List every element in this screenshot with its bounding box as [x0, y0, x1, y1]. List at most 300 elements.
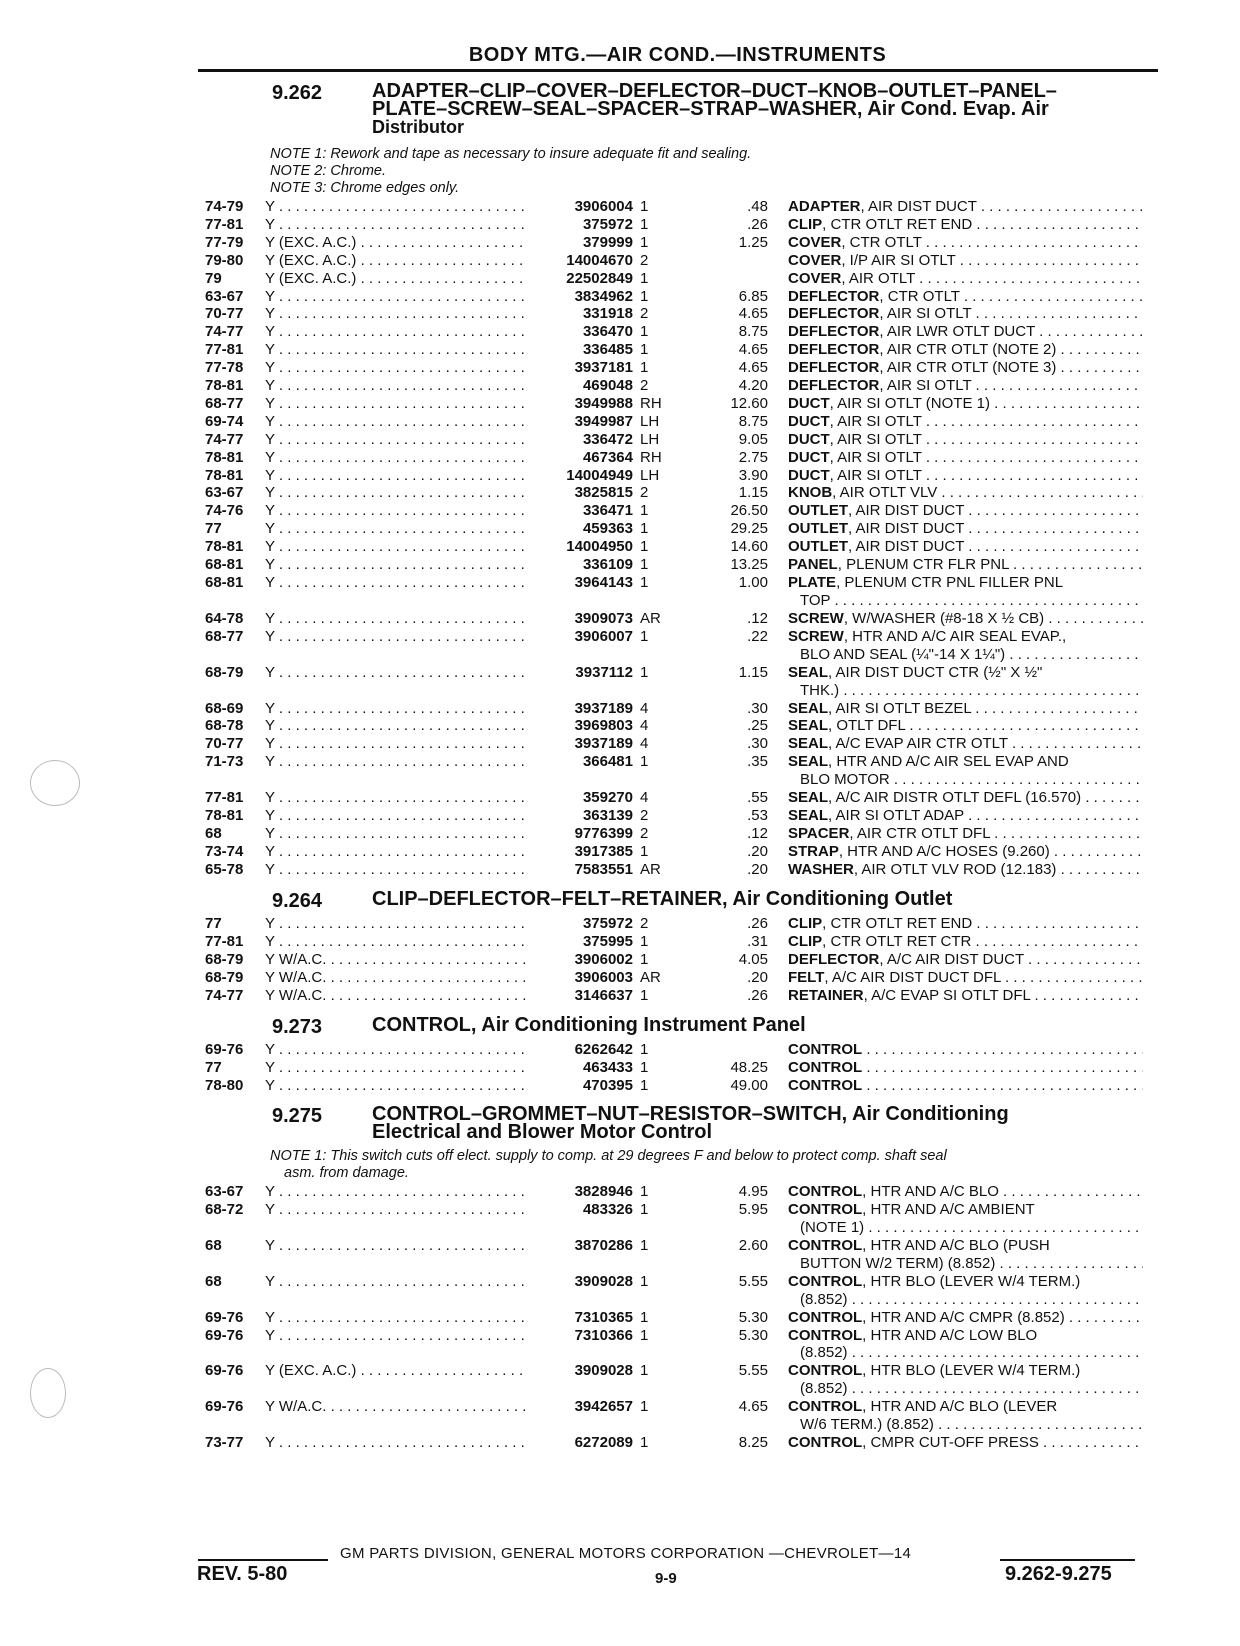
usage: Y . . . [265, 305, 527, 323]
model-year: 73-74 [205, 842, 244, 860]
description-detail: , A/C AIR DISTR OTLT DEFL (16.570) [828, 789, 1082, 807]
quantity: 4 [640, 717, 649, 735]
description-name: DUCT [788, 394, 830, 412]
quantity: 2 [640, 305, 649, 323]
section-number: 9.275 [272, 1105, 323, 1127]
description-name: DUCT [788, 448, 830, 466]
description-detail: , AIR SI OTLT (NOTE 1) [829, 394, 990, 412]
part-number: 3828946 [574, 1183, 633, 1200]
table-row [0, 933, 1240, 951]
description [788, 341, 1143, 359]
description-name: CONTROL [788, 1272, 863, 1290]
table-row [0, 252, 1240, 270]
quantity: 1 [640, 1272, 649, 1290]
description [788, 753, 1143, 771]
part-number: 3906004 [574, 198, 633, 215]
usage: Y . . . [265, 1327, 527, 1345]
quantity: 1 [640, 1183, 649, 1200]
footer-publisher: GM PARTS DIVISION, GENERAL MOTORS CORPORATION —CHEVROLET—14 [340, 1545, 912, 1562]
table-row [0, 574, 1240, 592]
description [788, 449, 1143, 467]
description-name: DUCT [788, 466, 830, 484]
model-year: 77-81 [205, 215, 244, 233]
part-number: 331918 [582, 305, 633, 323]
quantity: 1 [640, 950, 649, 968]
price: 5.95 [738, 1200, 768, 1218]
table-row [0, 1398, 1240, 1416]
price: .30 [747, 699, 768, 717]
header-rule [198, 69, 1158, 72]
description [788, 198, 1143, 216]
usage: Y . . . [265, 1183, 527, 1201]
price: 1.15 [738, 484, 768, 502]
usage: Y . . . [265, 323, 527, 341]
model-year: 65-78 [205, 860, 244, 878]
description [788, 843, 1143, 861]
footer-rule-right [1000, 1559, 1135, 1561]
description-name: CONTROL [788, 1362, 863, 1380]
model-year: 69-74 [205, 412, 244, 430]
usage: Y (EXC. A.C.) . . . [265, 270, 527, 288]
quantity: 1 [640, 341, 649, 359]
description [788, 1041, 1143, 1059]
quantity: LH [640, 466, 660, 484]
table-row [0, 1077, 1240, 1095]
price: 4.65 [738, 1398, 768, 1416]
description-detail: , HTR AND A/C BLO [862, 1183, 999, 1200]
part-number: 9776399 [574, 824, 633, 842]
usage: Y . . . [265, 556, 527, 574]
price: 8.75 [738, 412, 768, 430]
usage: Y . . . [265, 502, 527, 520]
description-detail: , A/C AIR DIST DUCT DFL [824, 968, 1001, 986]
quantity: LH [640, 430, 660, 448]
description-name: CLIP [788, 915, 823, 932]
price: 26.50 [730, 502, 768, 520]
table-row [0, 484, 1240, 502]
part-number: 375972 [582, 215, 633, 233]
model-year: 63-67 [205, 1183, 244, 1200]
description-detail: , HTR BLO (LEVER W/4 TERM.) [862, 1362, 1081, 1380]
table-row [0, 538, 1240, 556]
description [788, 216, 1143, 234]
description-name: DEFLECTOR [788, 323, 880, 341]
description-detail: , OTLT DFL [828, 717, 906, 735]
table-row [0, 789, 1240, 807]
usage: Y . . . [265, 395, 527, 413]
usage: Y . . . [265, 288, 527, 306]
table-row-continuation [0, 592, 1240, 610]
description-continuation: W/6 TERM.) (8.852) . . . [800, 1416, 1143, 1434]
model-year: 74-79 [205, 198, 244, 215]
description [788, 305, 1143, 323]
description-detail: , PLENUM CTR PNL FILLER PNL [836, 573, 1064, 591]
price: 4.65 [738, 341, 768, 359]
price: .25 [747, 717, 768, 735]
note-line: NOTE 3: Chrome edges only. [270, 180, 460, 196]
usage: Y . . . [265, 1434, 527, 1452]
description-detail: , AIR SI OTLT [829, 448, 922, 466]
part-number: 366481 [582, 753, 633, 771]
part-number: 3825815 [574, 484, 633, 502]
description-detail: , AIR SI OTLT BEZEL [828, 699, 972, 717]
description [788, 270, 1143, 288]
quantity: 2 [640, 251, 649, 269]
part-number: 469048 [582, 377, 633, 394]
part-number: 459363 [582, 520, 633, 538]
description-name: RETAINER [788, 986, 864, 1004]
description-name: COVER [788, 251, 842, 269]
price: 49.00 [730, 1076, 768, 1094]
price: 5.55 [738, 1272, 768, 1290]
usage: Y . . . [265, 1059, 527, 1077]
description [788, 574, 1143, 592]
description-continuation: TOP . . . [800, 592, 1143, 610]
price: 1.15 [738, 663, 768, 681]
part-number: 3937189 [574, 699, 633, 717]
table-row [0, 377, 1240, 395]
part-number: 7310366 [574, 1326, 633, 1344]
description-detail: , AIR OTLT [841, 269, 915, 287]
quantity: 1 [640, 198, 649, 215]
price: .48 [747, 198, 768, 215]
description-name: CONTROL [788, 1076, 863, 1094]
price: 2.60 [738, 1236, 768, 1254]
part-number: 336471 [582, 502, 633, 520]
description [788, 467, 1143, 485]
quantity: AR [640, 860, 661, 878]
model-year: 63-67 [205, 287, 244, 305]
description-name: OUTLET [788, 502, 848, 520]
description-detail: , AIR DIST DUCT [848, 538, 965, 556]
description-detail: , I/P AIR SI OTLT [841, 251, 956, 269]
table-row [0, 216, 1240, 234]
footer-revision: REV. 5-80 [197, 1563, 288, 1585]
quantity: 2 [640, 377, 649, 394]
description-name: PLATE [788, 573, 837, 591]
model-year: 73-77 [205, 1434, 244, 1452]
description-detail: , AIR OTLT VLV ROD (12.183) [853, 860, 1057, 878]
quantity: RH [640, 394, 662, 412]
part-number: 483326 [582, 1200, 633, 1218]
part-number: 7310365 [574, 1308, 633, 1326]
price: .26 [747, 986, 768, 1004]
description-detail: , HTR AND A/C AIR SEL EVAP AND [828, 753, 1069, 771]
quantity: 1 [640, 627, 649, 645]
model-year: 68-78 [205, 717, 244, 735]
description-detail: , HTR AND A/C BLO (LEVER [862, 1398, 1058, 1416]
model-year: 74-76 [205, 502, 244, 520]
usage: Y . . . [265, 915, 527, 933]
part-number: 3942657 [574, 1398, 633, 1416]
note-line: NOTE 1: This switch cuts off elect. supply to comp. at 29 degrees F and below to protect comp. shaft seal [270, 1148, 947, 1164]
price: .20 [747, 842, 768, 860]
description [788, 556, 1143, 574]
description-detail: , AIR SI OTLT [879, 377, 972, 394]
description-continuation: BLO MOTOR . . . [800, 771, 1143, 789]
description [788, 520, 1143, 538]
model-year: 68 [205, 824, 222, 842]
price: .31 [747, 932, 768, 950]
usage: Y . . . [265, 700, 527, 718]
model-year: 69-76 [205, 1308, 244, 1326]
description [788, 915, 1143, 933]
description-detail: , AIR LWR OTLT DUCT [879, 323, 1035, 341]
description-name: COVER [788, 233, 842, 251]
model-year: 69-76 [205, 1041, 244, 1058]
table-row [0, 270, 1240, 288]
quantity: 2 [640, 807, 649, 824]
price: 4.20 [738, 377, 768, 394]
price: 5.55 [738, 1362, 768, 1380]
table-row [0, 915, 1240, 933]
binder-hole-mark [30, 1368, 66, 1418]
description [788, 377, 1143, 395]
description-continuation: (NOTE 1) . . . [800, 1219, 1143, 1237]
description [788, 1362, 1143, 1380]
table-row [0, 664, 1240, 682]
table-row [0, 323, 1240, 341]
model-year: 77-81 [205, 789, 244, 807]
usage: Y . . . [265, 1201, 527, 1219]
price: .26 [747, 915, 768, 932]
price: .22 [747, 627, 768, 645]
part-number: 3906002 [574, 950, 633, 968]
description-name: ADAPTER [788, 198, 861, 215]
description-name: SEAL [788, 663, 829, 681]
usage: Y . . . [265, 484, 527, 502]
part-number: 3964143 [574, 573, 633, 591]
usage: Y . . . [265, 520, 527, 538]
table-row [0, 628, 1240, 646]
description-name: CLIP [788, 215, 823, 233]
part-number: 363139 [582, 807, 633, 824]
price: 12.60 [730, 394, 768, 412]
table-row [0, 700, 1240, 718]
part-number: 3146637 [574, 986, 633, 1004]
page-header-title: BODY MTG.—AIR COND.—INSTRUMENTS [468, 44, 887, 66]
part-number: 6272089 [574, 1434, 633, 1452]
quantity: 1 [640, 1434, 649, 1452]
model-year: 79 [205, 269, 222, 287]
description [788, 700, 1143, 718]
description-name: OUTLET [788, 520, 848, 538]
model-year: 78-81 [205, 466, 244, 484]
usage: Y . . . [265, 1077, 527, 1095]
usage: Y . . . [265, 1309, 527, 1327]
table-row-continuation [0, 1344, 1240, 1362]
section-notes [270, 146, 751, 197]
section-title [372, 1016, 1132, 1034]
usage: Y . . . [265, 538, 527, 556]
section-title [372, 1105, 1132, 1141]
description-name: STRAP [788, 842, 839, 860]
usage: Y . . . [265, 717, 527, 735]
table-row [0, 413, 1240, 431]
model-year: 69-76 [205, 1362, 244, 1380]
usage: Y . . . [265, 198, 527, 216]
description [788, 234, 1143, 252]
section-number: 9.273 [272, 1016, 323, 1038]
usage: Y . . . [265, 467, 527, 485]
description-name: DUCT [788, 430, 830, 448]
part-number: 22502849 [566, 269, 633, 287]
table-row [0, 987, 1240, 1005]
model-year: 74-77 [205, 430, 244, 448]
table-row [0, 1183, 1240, 1201]
part-number: 3909028 [574, 1272, 633, 1290]
description-detail: , CTR OTLT [879, 287, 960, 305]
description-detail: , HTR AND A/C LOW BLO [862, 1326, 1038, 1344]
model-year: 68-79 [205, 950, 244, 968]
description-continuation: (8.852) . . . [800, 1380, 1143, 1398]
part-number: 14004950 [566, 538, 633, 556]
table-row [0, 502, 1240, 520]
price: .12 [747, 609, 768, 627]
description [788, 789, 1143, 807]
model-year: 71-73 [205, 753, 244, 771]
model-year: 68-79 [205, 968, 244, 986]
part-number: 359270 [582, 789, 633, 807]
description-name: SEAL [788, 753, 829, 771]
quantity: 1 [640, 1076, 649, 1094]
quantity: 1 [640, 520, 649, 538]
table-row [0, 1041, 1240, 1059]
part-number: 463433 [582, 1058, 633, 1076]
usage: Y . . . [265, 449, 527, 467]
part-number: 3870286 [574, 1236, 633, 1254]
footer-page-number: 9-9 [655, 1570, 677, 1587]
price: .55 [747, 789, 768, 807]
part-number: 3906007 [574, 627, 633, 645]
part-number: 3949988 [574, 394, 633, 412]
note-line: asm. from damage. [284, 1165, 409, 1181]
usage: Y W/A.C. . . . [265, 951, 527, 969]
description [788, 538, 1143, 556]
section-title-line: Distributor [372, 117, 464, 137]
part-number: 3937189 [574, 735, 633, 753]
description-name: CONTROL [788, 1398, 863, 1416]
price: 5.30 [738, 1326, 768, 1344]
description [788, 1183, 1143, 1201]
table-row [0, 753, 1240, 771]
description-detail: , A/C EVAP AIR CTR OTLT [828, 735, 1008, 753]
price: .12 [747, 824, 768, 842]
footer-section-range: 9.262-9.275 [1005, 1563, 1112, 1585]
description [788, 1434, 1143, 1452]
description-detail: , A/C EVAP SI OTLT DFL [863, 986, 1031, 1004]
part-number: 3969803 [574, 717, 633, 735]
part-number: 379999 [582, 233, 633, 251]
quantity: 1 [640, 1200, 649, 1218]
description-name: WASHER [788, 860, 854, 878]
price: .30 [747, 735, 768, 753]
description-name: DEFLECTOR [788, 377, 880, 394]
price: 4.65 [738, 359, 768, 377]
price: 14.60 [730, 538, 768, 556]
usage: Y . . . [265, 825, 527, 843]
description-detail: , AIR SI OTLT [879, 305, 972, 323]
model-year: 77-78 [205, 359, 244, 377]
model-year: 77 [205, 1058, 222, 1076]
usage: Y . . . [265, 861, 527, 879]
price: 2.75 [738, 448, 768, 466]
price: .53 [747, 807, 768, 824]
description-name: DEFLECTOR [788, 305, 880, 323]
description [788, 987, 1143, 1005]
price: 48.25 [730, 1058, 768, 1076]
table-row [0, 359, 1240, 377]
part-number: 14004670 [566, 251, 633, 269]
table-row [0, 1362, 1240, 1380]
description-detail: , AIR SI OTLT ADAP [828, 807, 964, 824]
quantity: 1 [640, 1041, 649, 1058]
usage: Y . . . [265, 1237, 527, 1255]
section-title [372, 890, 1132, 908]
table-row [0, 288, 1240, 306]
description-name: SCREW [788, 609, 844, 627]
description [788, 825, 1143, 843]
description-name: SEAL [788, 789, 829, 807]
description-name: SEAL [788, 807, 829, 824]
model-year: 68-79 [205, 663, 244, 681]
model-year: 69-76 [205, 1398, 244, 1416]
description [788, 1273, 1143, 1291]
table-row [0, 395, 1240, 413]
table-row [0, 1201, 1240, 1219]
description-name: SEAL [788, 735, 829, 753]
note-line: NOTE 2: Chrome. [270, 163, 387, 179]
part-number: 336485 [582, 341, 633, 359]
part-number: 336470 [582, 323, 633, 341]
model-year: 68-81 [205, 573, 244, 591]
description [788, 252, 1143, 270]
description-detail: , HTR AND A/C CMPR (8.852) [862, 1308, 1065, 1326]
table-row [0, 951, 1240, 969]
model-year: 77-81 [205, 932, 244, 950]
description-name: KNOB [788, 484, 833, 502]
section-title-line: ADAPTER–CLIP–COVER–DEFLECTOR–DUCT–KNOB–OUTLET–PANEL– [372, 80, 1057, 102]
price: 1.00 [738, 573, 768, 591]
description-name: CLIP [788, 932, 823, 950]
price: 4.05 [738, 950, 768, 968]
model-year: 68-81 [205, 556, 244, 573]
table-row [0, 341, 1240, 359]
part-number: 6262642 [574, 1041, 633, 1058]
description-detail: , CMPR CUT-OFF PRESS [862, 1434, 1039, 1452]
usage: Y . . . [265, 628, 527, 646]
description [788, 951, 1143, 969]
description [788, 288, 1143, 306]
price: .35 [747, 753, 768, 771]
usage: Y . . . [265, 341, 527, 359]
usage: Y . . . [265, 359, 527, 377]
table-row [0, 861, 1240, 879]
quantity: RH [640, 448, 662, 466]
section-title-line: Electrical and Blower Motor Control [372, 1121, 713, 1143]
quantity: 2 [640, 484, 649, 502]
usage: Y (EXC. A.C.) . . . [265, 1362, 527, 1380]
section-title-line: PLATE–SCREW–SEAL–SPACER–STRAP–WASHER, Air Cond. Evap. Air [372, 98, 1049, 120]
model-year: 77 [205, 915, 222, 932]
part-number: 375972 [582, 915, 633, 932]
table-row [0, 234, 1240, 252]
table-row [0, 1327, 1240, 1345]
table-row [0, 1237, 1240, 1255]
description [788, 395, 1143, 413]
description-detail: , AIR SI OTLT [829, 430, 922, 448]
part-number: 375995 [582, 932, 633, 950]
